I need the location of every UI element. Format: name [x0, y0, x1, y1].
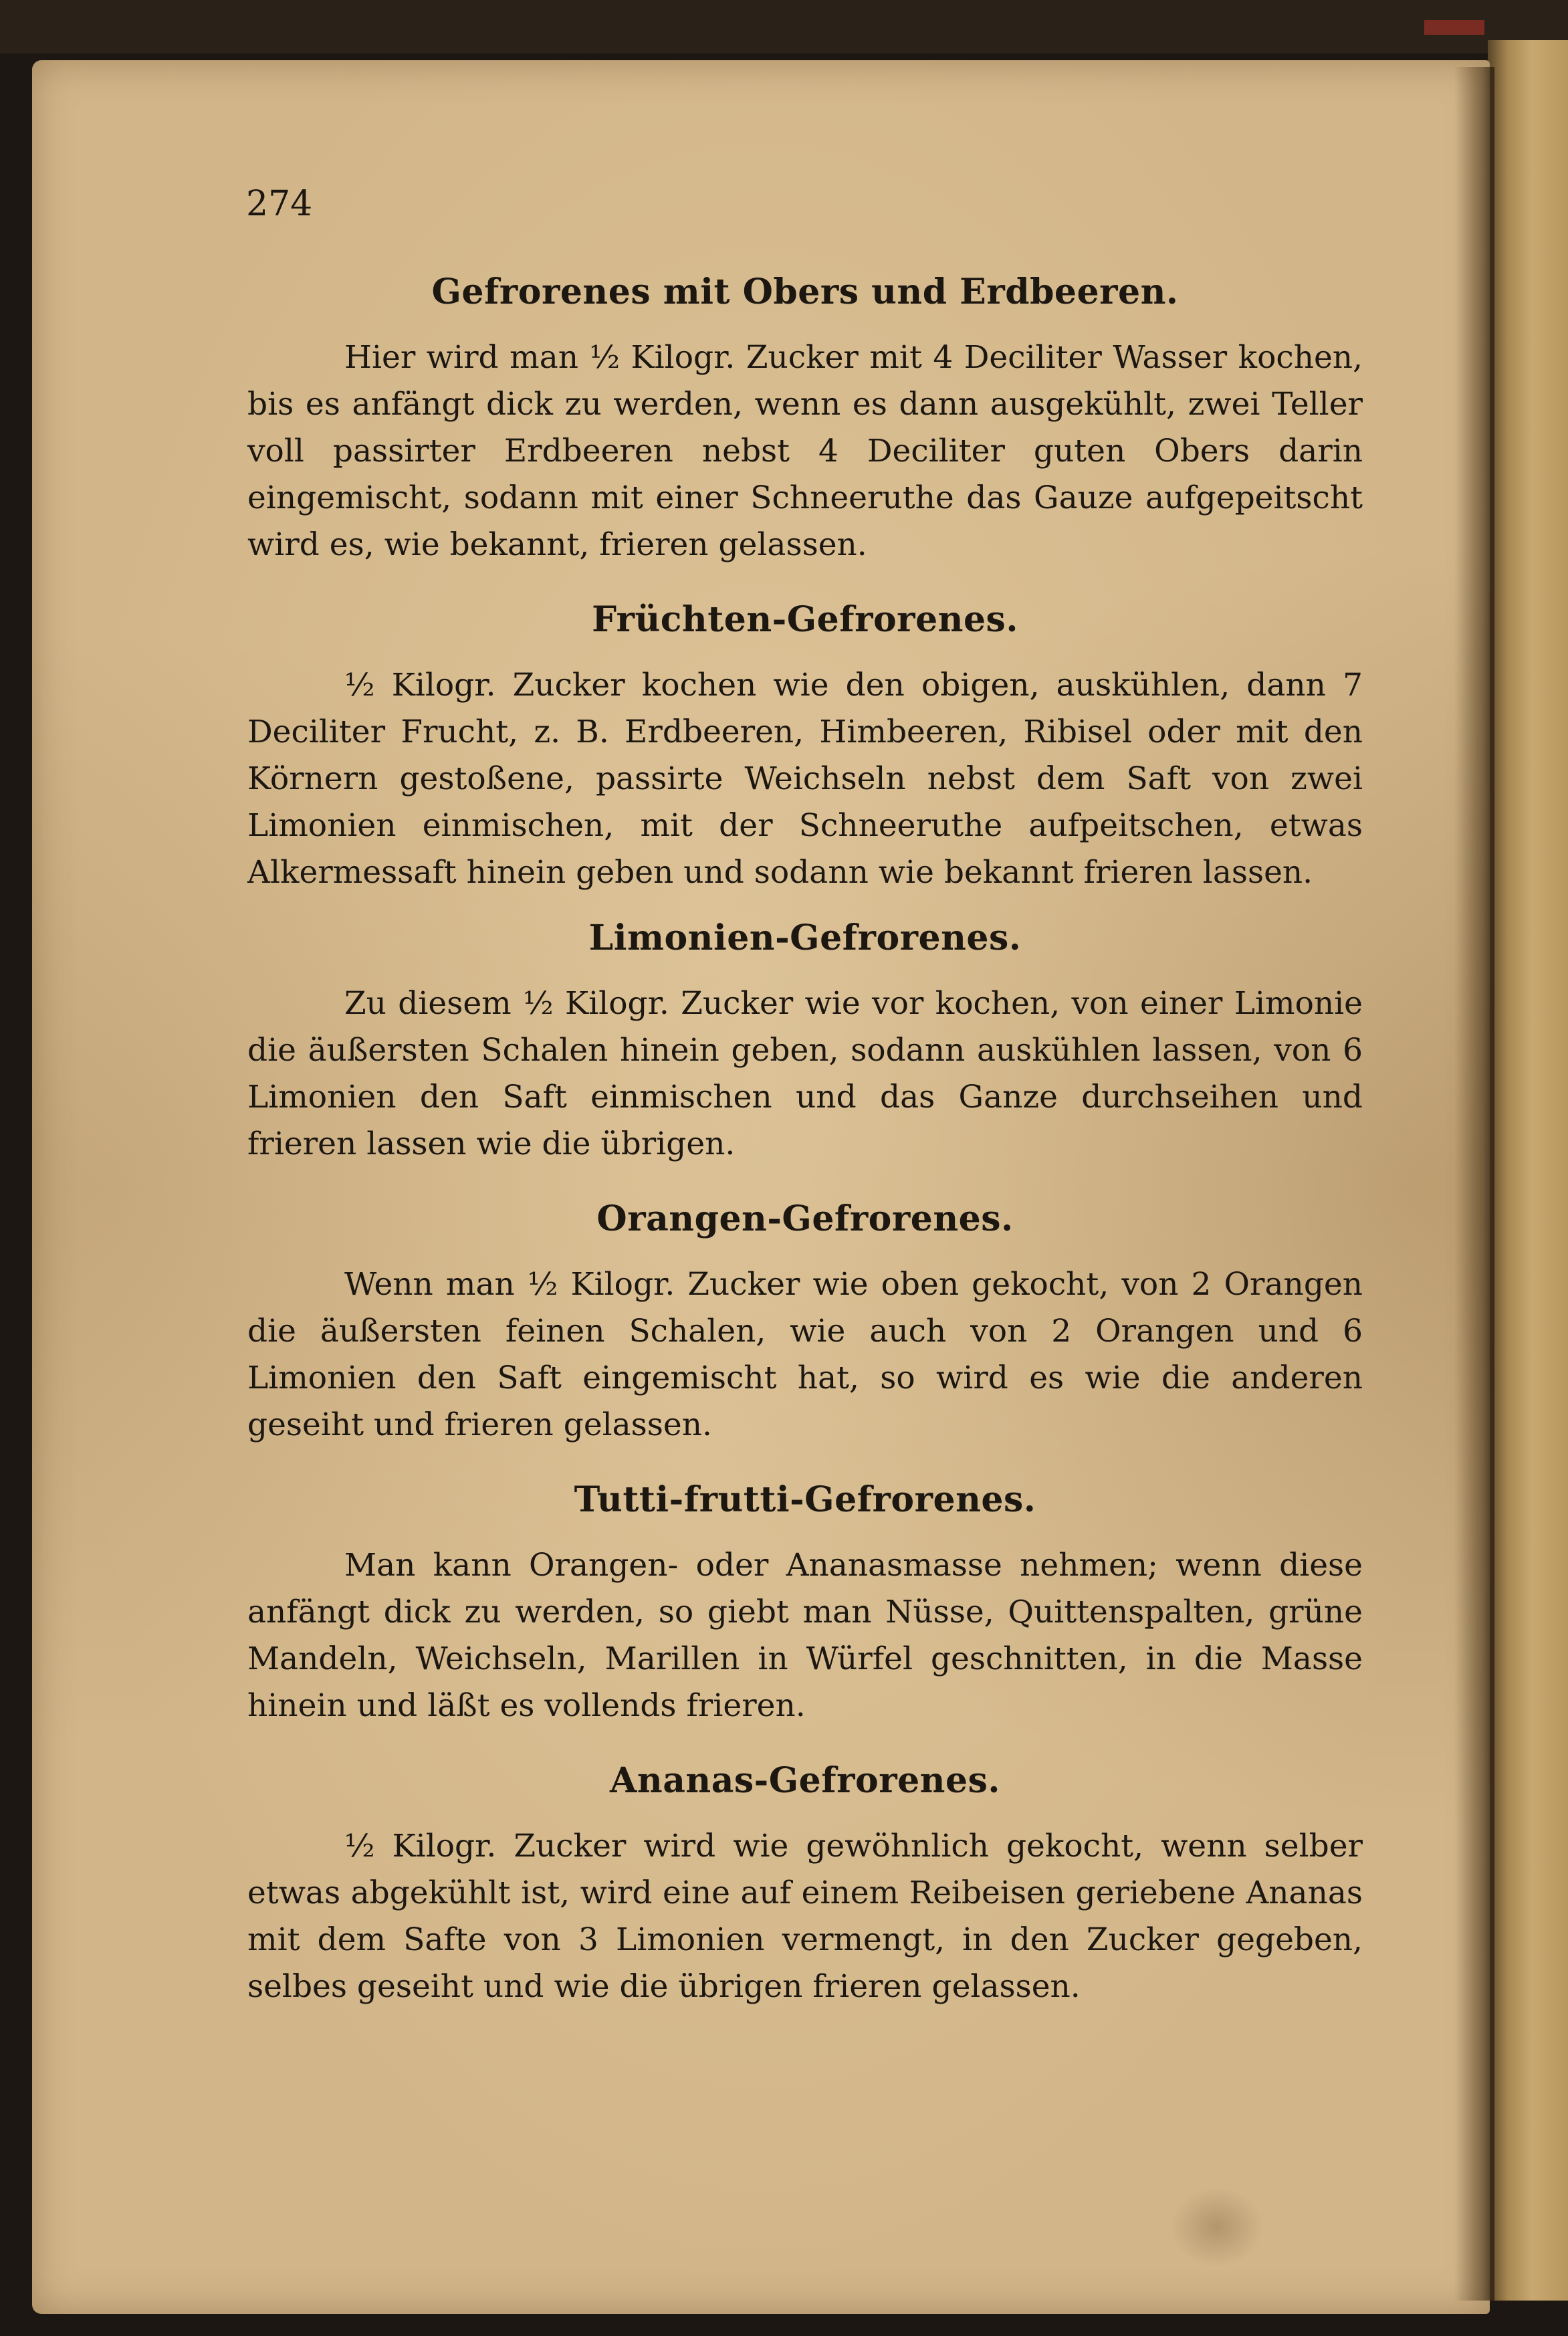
- section-heading: Limonien-Gefrorenes.: [588, 918, 1022, 958]
- page-text: [247, 268, 1363, 2010]
- section-body: Man kann Orangen- oder Ananasmasse nehmen; wenn diese anfängt dick zu werden, so giebt man Nüsse, Quittenspalten, grüne Mandeln, Weichseln, Marillen in Würfel geschnitten, in die Masse hinein und läßt es vollends frieren.: [247, 1547, 1363, 1724]
- section-body: Wenn man ½ Kilogr. Zucker wie oben gekocht, von 2 Orangen die äußersten feinen Schalen, wie auch von 2 Orangen und 6 Limonien den Saft eingemischt hat, so wird es wie die anderen geseiht und frieren gelassen.: [247, 1266, 1363, 1443]
- adjacent-page-edge: [1488, 40, 1568, 2301]
- section-heading: Früchten-Gefrorenes.: [592, 599, 1018, 640]
- section-heading: Ananas-Gefrorenes.: [610, 1760, 1000, 1801]
- section-heading: Tutti-frutti-Gefrorenes.: [574, 1479, 1036, 1520]
- section-body: ½ Kilogr. Zucker wird wie gewöhnlich gekocht, wenn selber etwas abgekühlt ist, wird eine auf einem Reibeisen geriebene Ananas mit dem Safte von 3 Limonien vermengt, in den Zucker gegeben, selbes geseiht und wie die übrigen frieren gelassen.: [247, 1828, 1363, 2005]
- section-body: Hier wird man ½ Kilogr. Zucker mit 4 Deciliter Wasser kochen, bis es anfängt dick zu werden, wenn es dann ausgekühlt, zwei Teller voll passirter Erdbeeren nebst 4 Deciliter guten Obers darin eingemischt, sodann mit einer Schneeruthe das Gauze aufgepeitscht wird es, wie bekannt, frieren gelassen.: [247, 339, 1363, 563]
- section-body: Zu diesem ½ Kilogr. Zucker wie vor kochen, von einer Limonie die äußersten Schalen hinein geben, sodann auskühlen lassen, von 6 Limonien den Saft einmischen und das Ganze durchseihen und frieren lassen wie die übrigen.: [247, 985, 1363, 1162]
- section-heading: Gefrorenes mit Obers und Erdbeeren.: [431, 272, 1179, 312]
- page-number: 274: [246, 184, 313, 224]
- section-body: ½ Kilogr. Zucker kochen wie den obigen, auskühlen, dann 7 Deciliter Frucht, z. B. Erdbeeren, Himbeeren, Ribisel oder mit den Körnern gestoßene, passirte Weichseln nebst dem Saft von zwei Limonien einmischen, mit der Schneeruthe aufpeitschen, etwas Alkermessaft hinein geben und sodann wie bekannt frieren lassen.: [247, 667, 1363, 891]
- book-edge-mark: [1424, 20, 1484, 35]
- paper-stain: [1170, 2187, 1264, 2267]
- section-heading: Orangen-Gefrorenes.: [596, 1198, 1014, 1239]
- page-gutter-shadow: [1454, 67, 1494, 2301]
- scan-top-border: [0, 0, 1568, 54]
